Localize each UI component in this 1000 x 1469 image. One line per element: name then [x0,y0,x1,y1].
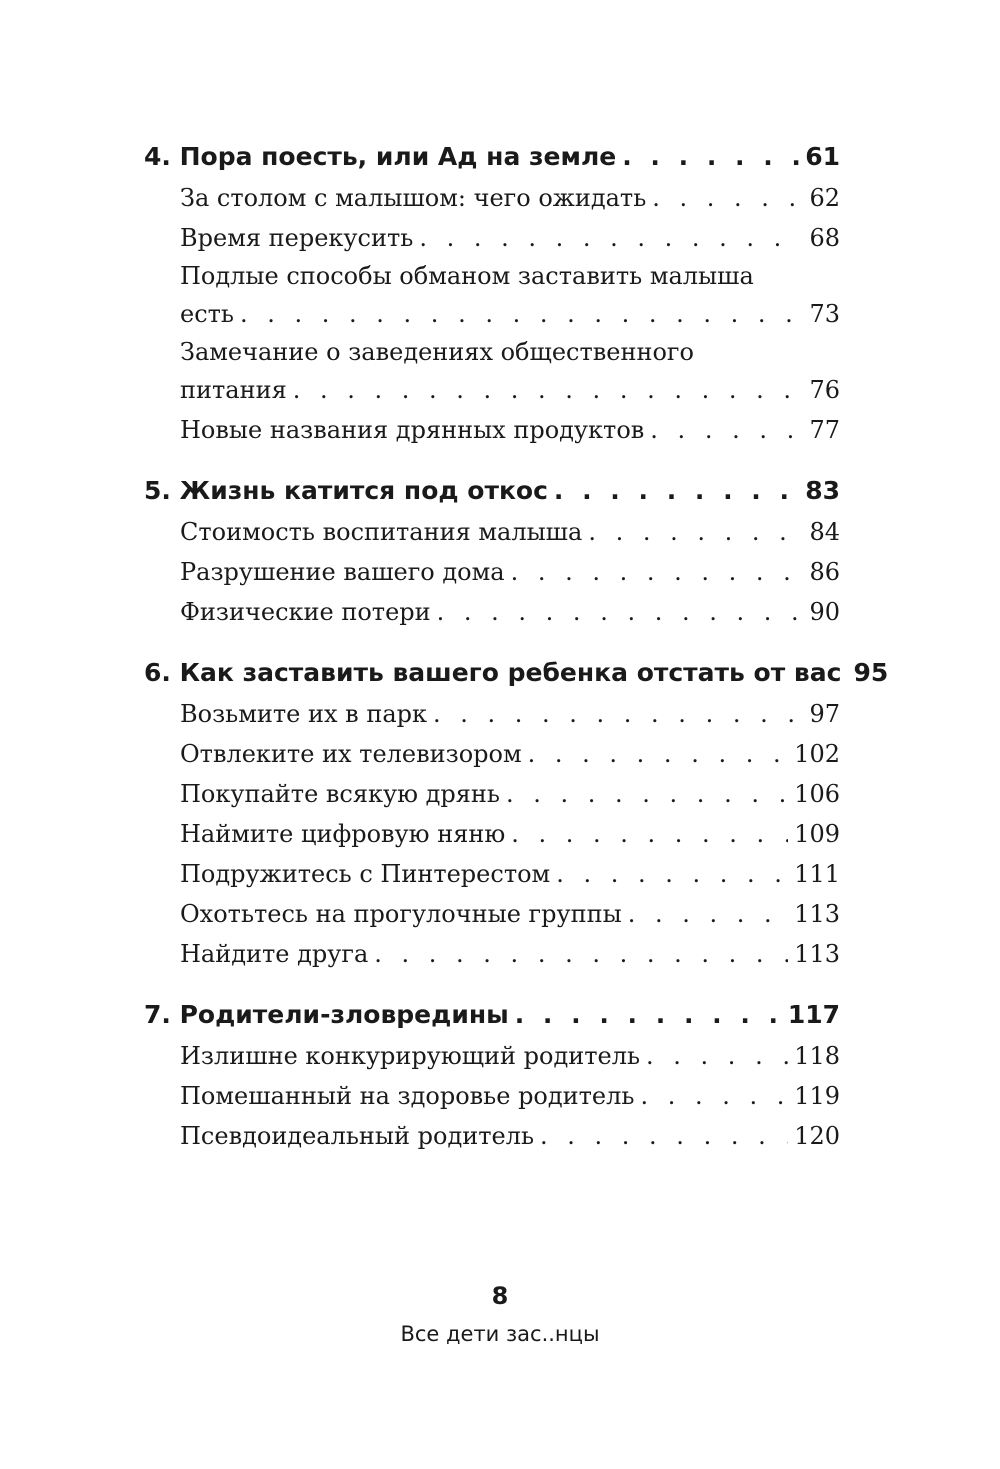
dot-leader [652,178,803,218]
item-page-number: 68 [809,224,840,252]
dot-leader [540,1116,788,1156]
toc-item[interactable] [144,178,840,218]
chapter-page-number: 83 [805,476,840,505]
toc-item[interactable] [144,894,840,934]
toc-item[interactable] [144,734,840,774]
dot-leader [528,734,789,774]
item-title-line: Подлые способы обманом заставить малыша [180,262,754,290]
chapter-5 [144,470,840,632]
item-title: питания [180,376,287,404]
item-title: Излишне конкурирующий родитель [180,1042,641,1070]
item-page-number: 62 [809,184,840,212]
item-page-number: 113 [794,900,840,928]
dot-leader [554,470,799,512]
page-number: 8 [491,1282,509,1310]
table-of-contents [144,136,889,1176]
item-page-number: 102 [794,740,840,768]
item-page-number: 111 [794,860,840,888]
item-title: Псевдоидеальный родитель [180,1122,535,1150]
toc-item[interactable] [144,218,840,258]
item-page-number: 118 [794,1042,840,1070]
item-title: есть [180,300,234,328]
item-title: Помешанный на здоровье родитель [180,1082,635,1110]
chapter-6 [144,652,889,974]
toc-item[interactable] [144,694,840,734]
item-page-number: 76 [809,376,840,404]
chapter-title: 4. Пора поесть, или Ад на земле [144,142,617,171]
toc-item[interactable] [144,512,840,552]
dot-leader [511,552,804,592]
toc-item[interactable] [144,334,840,410]
item-page-number: 109 [794,820,840,848]
dot-leader [515,994,782,1036]
item-title: Отвлеките их телевизором [180,740,522,768]
item-title: Стоимость воспитания малыша [180,518,583,546]
chapter-heading[interactable] [144,652,889,694]
dot-leader [419,218,803,258]
item-page-number: 90 [809,598,840,626]
chapter-title: 7. Родители-зловредины [144,1000,509,1029]
toc-item[interactable] [144,1076,840,1116]
item-title: За столом с малышом: чего ожидать [180,184,647,212]
toc-item[interactable] [144,1116,840,1156]
item-title: Разрушение вашего дома [180,558,505,586]
item-page-number: 77 [809,416,840,444]
dot-leader [650,410,803,450]
item-title-line: Замечание о заведениях общественного [180,338,694,366]
chapter-page-number: 95 [853,658,889,687]
chapter-title: 5. Жизнь катится под откос [144,476,548,505]
toc-item[interactable] [144,258,840,334]
dot-leader [556,854,788,894]
chapter-heading[interactable] [144,136,840,178]
item-page-number: 119 [794,1082,840,1110]
chapter-4 [144,136,840,450]
toc-item[interactable] [144,410,840,450]
item-title: Физические потери [180,598,431,626]
dot-leader [588,512,803,552]
item-page-number: 84 [809,518,840,546]
toc-item[interactable] [144,814,840,854]
item-title: Наймите цифровую няню [180,820,506,848]
item-page-number: 106 [794,780,840,808]
toc-item[interactable] [144,774,840,814]
dot-leader [293,370,804,410]
dot-leader [437,592,804,632]
item-page-number: 86 [809,558,840,586]
item-title: Время перекусить [180,224,414,252]
dot-leader [646,1036,788,1076]
dot-leader [622,136,799,178]
chapter-7 [144,994,840,1156]
item-title: Покупайте всякую дрянь [180,780,500,808]
item-page-number: 73 [809,300,840,328]
chapter-page-number: 117 [787,1000,840,1029]
item-title: Подружитесь с Пинтерестом [180,860,551,888]
chapter-page-number: 61 [805,142,840,171]
item-title: Найдите друга [180,940,369,968]
chapter-heading[interactable] [144,470,840,512]
item-title: Новые названия дрянных продуктов [180,416,645,444]
chapter-title: 6. Как заставить вашего ребенка отстать от вас [144,658,842,687]
dot-leader [506,774,788,814]
dot-leader [640,1076,788,1116]
item-title: Охотьтесь на прогулочные группы [180,900,622,928]
dot-leader [374,934,788,974]
toc-item[interactable] [144,854,840,894]
running-footer-book-title: Все дети зас..нцы [400,1322,600,1346]
toc-item[interactable] [144,1036,840,1076]
item-title: Возьмите их в парк [180,700,427,728]
dot-leader [511,814,788,854]
dot-leader [628,894,788,934]
dot-leader [433,694,803,734]
toc-item[interactable] [144,552,840,592]
item-page-number: 120 [794,1122,840,1150]
dot-leader [240,294,803,334]
toc-item[interactable] [144,592,840,632]
toc-item[interactable] [144,934,840,974]
chapter-heading[interactable] [144,994,840,1036]
item-page-number: 97 [809,700,840,728]
item-page-number: 113 [794,940,840,968]
